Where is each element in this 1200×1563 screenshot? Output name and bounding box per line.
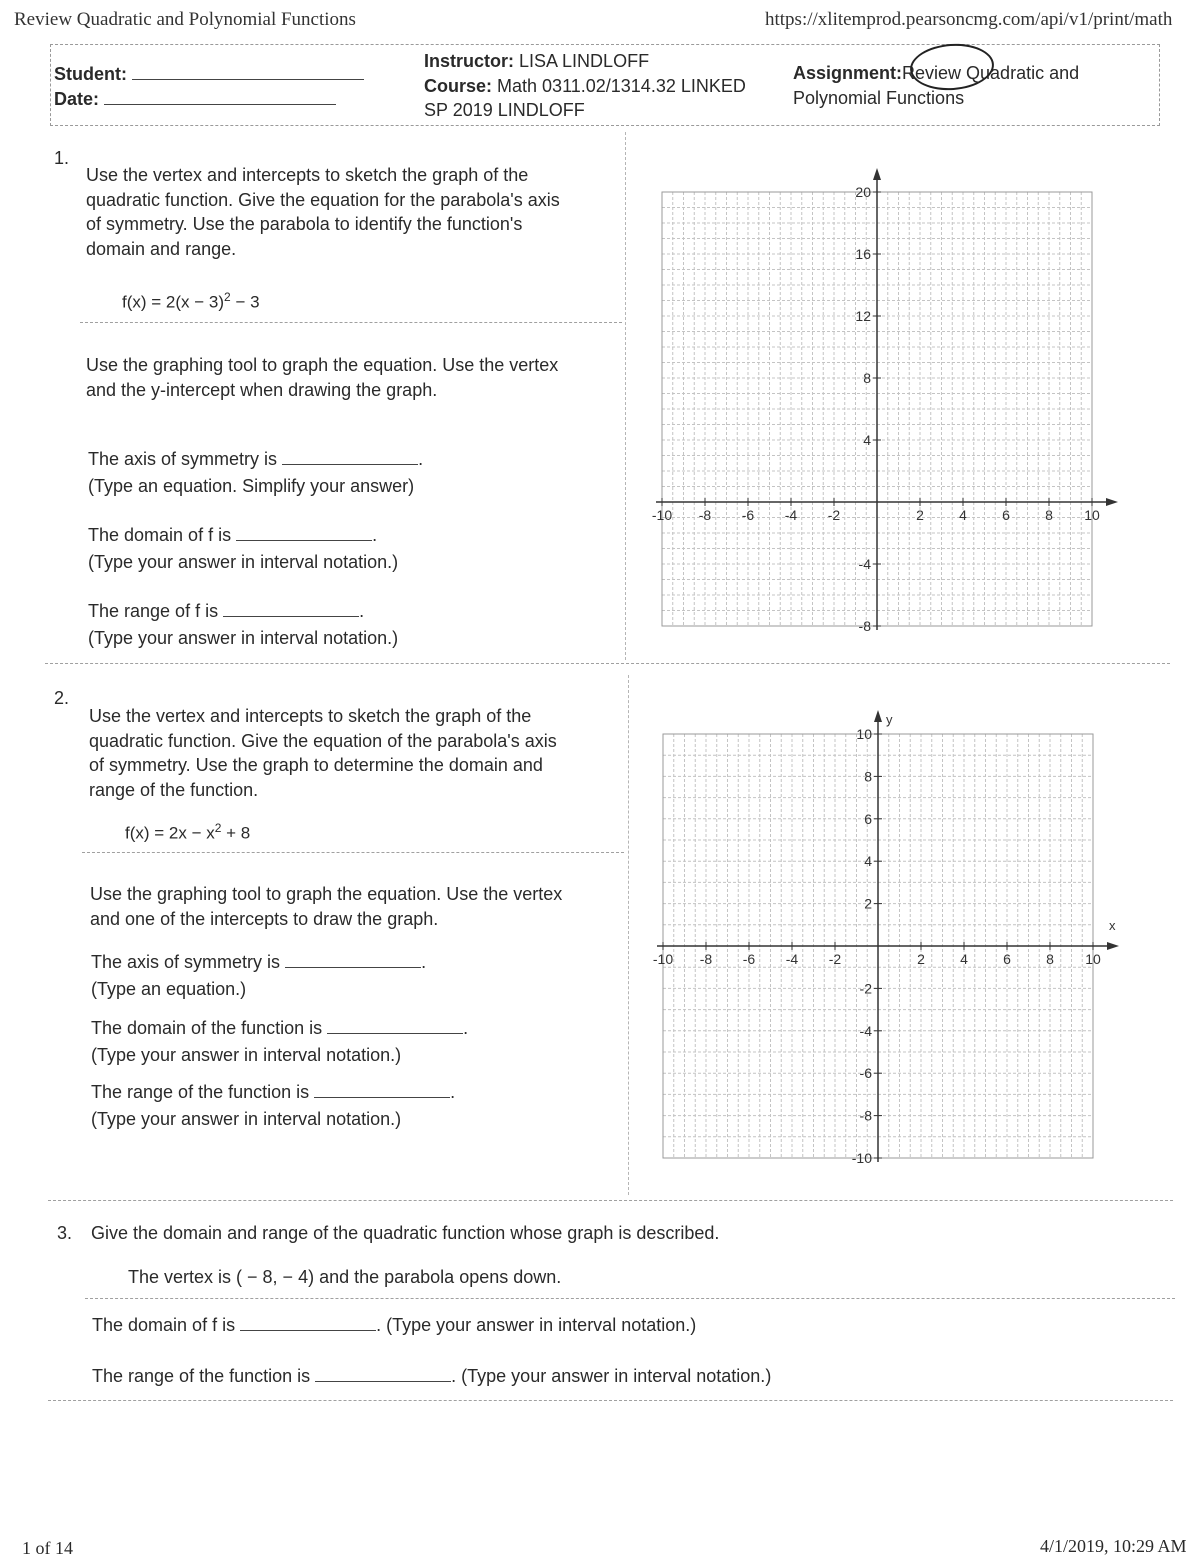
y-tick-label: 8 bbox=[864, 768, 872, 785]
q3-range-hint: . (Type your answer in interval notation.) bbox=[451, 1366, 772, 1386]
x-axis-label: x bbox=[1109, 918, 1116, 933]
q2-prompt-line: Use the vertex and intercepts to sketch the graph of the bbox=[89, 706, 532, 726]
y-tick-label: -2 bbox=[859, 980, 872, 997]
q2-axis-label: The axis of symmetry is bbox=[91, 952, 281, 972]
q3-domain-row bbox=[92, 1312, 696, 1338]
q1-prompt bbox=[86, 163, 616, 261]
x-tick-label: 10 bbox=[1084, 507, 1100, 523]
y-tick-label: 2 bbox=[864, 895, 872, 912]
q3-range-answer[interactable] bbox=[315, 1363, 451, 1382]
x-tick-label: 2 bbox=[917, 951, 925, 967]
q1-instruction-line: and the y-intercept when drawing the graph. bbox=[86, 379, 438, 400]
q1-axis-answer[interactable] bbox=[282, 446, 418, 465]
page-number: 1 of 14 bbox=[22, 1538, 73, 1558]
q2-function bbox=[125, 821, 250, 844]
x-tick-label: 4 bbox=[959, 507, 967, 523]
y-tick-label: 4 bbox=[863, 432, 871, 448]
q2-prompt-line: range of the function. bbox=[89, 779, 259, 800]
q1-axis-row: The axis of symmetry is . bbox=[88, 446, 423, 472]
q1-bottom-separator bbox=[45, 663, 1170, 664]
course-label: Course: bbox=[424, 75, 493, 96]
instructor-course bbox=[424, 49, 784, 123]
y-tick-label: 10 bbox=[856, 726, 872, 742]
instructor-label: Instructor: bbox=[424, 51, 514, 71]
y-axis-label: y bbox=[886, 712, 893, 727]
q1-range-label: The range of f is bbox=[88, 601, 219, 621]
student-blank[interactable] bbox=[132, 61, 364, 80]
assignment-line1: Review Quadratic and bbox=[902, 63, 1080, 83]
assignment-label: Assignment: bbox=[793, 63, 903, 83]
x-axis-arrow bbox=[1107, 942, 1119, 950]
q2-range-label: The range of the function is bbox=[91, 1082, 310, 1102]
x-tick-label: 6 bbox=[1002, 507, 1010, 523]
q3-separator bbox=[85, 1298, 1175, 1299]
q2-graph[interactable] bbox=[645, 700, 1135, 1170]
q3-domain-hint: . (Type your answer in interval notation.) bbox=[376, 1315, 697, 1335]
student-field bbox=[54, 61, 364, 87]
q3-bottom-separator bbox=[48, 1400, 1173, 1401]
q1-range-answer[interactable] bbox=[223, 598, 359, 617]
x-tick-label: 6 bbox=[1003, 951, 1011, 967]
q1-range-hint: (Type your answer in interval notation.) bbox=[88, 628, 399, 648]
q1-domain-label: The domain of f is bbox=[88, 525, 232, 545]
q1-axis-label: The axis of symmetry is bbox=[88, 449, 278, 469]
q1-graph[interactable] bbox=[640, 160, 1130, 638]
q3-range-label: The range of the function is bbox=[92, 1366, 311, 1386]
q1-number: 1. bbox=[54, 148, 70, 168]
q2-number: 2. bbox=[54, 688, 70, 708]
q2-prompt-line: quadratic function. Give the equation of the parabola's axis bbox=[89, 730, 557, 751]
student-label: Student: bbox=[54, 64, 127, 84]
y-tick-label: -10 bbox=[851, 1150, 872, 1166]
x-tick-label: 10 bbox=[1085, 951, 1101, 967]
q2-bottom-separator bbox=[48, 1200, 1173, 1201]
q3-domain-answer[interactable] bbox=[240, 1312, 376, 1331]
q2-domain-label: The domain of the function is bbox=[91, 1018, 323, 1038]
instructor-name: LISA LINDLOFF bbox=[519, 51, 650, 71]
assignment-line2: Polynomial Functions bbox=[793, 87, 965, 108]
q2-range-hint: (Type your answer in interval notation.) bbox=[91, 1109, 402, 1129]
x-axis-arrow bbox=[1106, 498, 1118, 506]
print-url: https://xlitemprod.pearsoncmg.com/api/v1/print/math bbox=[765, 9, 1173, 30]
q1-prompt-line: quadratic function. Give the equation for the parabola's axis bbox=[86, 189, 560, 210]
q1-range-row: The range of f is . bbox=[88, 598, 364, 624]
q1-instruction bbox=[86, 353, 616, 402]
q2-fn-exponent: 2 bbox=[214, 821, 222, 835]
x-tick-label: -4 bbox=[784, 507, 798, 523]
q3-range-row bbox=[92, 1363, 771, 1389]
y-tick-label: 6 bbox=[864, 810, 872, 827]
q1-fn-tail: − 3 bbox=[230, 292, 260, 312]
y-tick-label: -8 bbox=[859, 1107, 872, 1124]
q1-prompt-line: of symmetry. Use the parabola to identify the function's bbox=[86, 214, 523, 234]
q2-separator bbox=[82, 852, 624, 853]
y-tick-label: -6 bbox=[859, 1065, 872, 1082]
q2-range-answer[interactable] bbox=[314, 1079, 450, 1098]
q2-axis-answer[interactable] bbox=[285, 949, 421, 968]
q2-range-row: The range of the function is . bbox=[91, 1079, 455, 1105]
y-tick-label: -4 bbox=[858, 556, 871, 572]
y-tick-label: 4 bbox=[864, 853, 872, 870]
y-tick-label: -4 bbox=[859, 1022, 872, 1039]
q2-axis-row: The axis of symmetry is . bbox=[91, 949, 426, 975]
q2-fn-tail: + 8 bbox=[221, 823, 251, 843]
q2-domain-answer[interactable] bbox=[327, 1015, 463, 1034]
x-tick-label: -2 bbox=[828, 951, 842, 967]
q1-domain-hint: (Type your answer in interval notation.) bbox=[88, 552, 399, 572]
print-timestamp: 4/1/2019, 10:29 AM bbox=[1040, 1536, 1187, 1556]
x-tick-label: 4 bbox=[960, 951, 968, 967]
date-blank[interactable] bbox=[104, 86, 336, 105]
course-line2: SP 2019 LINDLOFF bbox=[424, 100, 585, 120]
q1-domain-answer[interactable] bbox=[236, 522, 372, 541]
q1-separator bbox=[80, 322, 622, 323]
course-line1: Math 0311.02/1314.32 LINKED bbox=[497, 75, 746, 96]
q3-domain-label: The domain of f is bbox=[92, 1315, 236, 1335]
q2-instruction bbox=[90, 882, 624, 931]
x-tick-label: 8 bbox=[1045, 507, 1053, 523]
q3-prompt: Give the domain and range of the quadratic function whose graph is described. bbox=[91, 1223, 720, 1243]
q2-fn-base: f(x) = 2x − x bbox=[125, 823, 215, 843]
print-title: Review Quadratic and Polynomial Functions bbox=[14, 9, 356, 30]
y-tick-label: -8 bbox=[858, 618, 871, 634]
date-label: Date: bbox=[54, 89, 100, 109]
q1-column-divider bbox=[625, 132, 626, 660]
x-tick-label: 2 bbox=[916, 507, 924, 523]
x-tick-label: -10 bbox=[651, 507, 673, 523]
q2-axis-hint: (Type an equation.) bbox=[91, 979, 247, 999]
x-tick-label: -6 bbox=[741, 507, 755, 523]
x-tick-label: -4 bbox=[785, 951, 799, 967]
q2-prompt bbox=[89, 704, 619, 802]
q2-domain-row: The domain of the function is . bbox=[91, 1015, 468, 1041]
x-tick-label: -8 bbox=[699, 951, 713, 967]
x-tick-label: -6 bbox=[742, 951, 756, 967]
date-field bbox=[54, 86, 336, 112]
q2-domain-hint: (Type your answer in interval notation.) bbox=[91, 1045, 402, 1065]
q2-prompt-line: of symmetry. Use the graph to determine the domain and bbox=[89, 755, 543, 775]
q1-fn-base: f(x) = 2(x − 3) bbox=[122, 292, 225, 312]
q2-instruction-line: Use the graphing tool to graph the equation. Use the vertex bbox=[90, 884, 563, 904]
y-axis-arrow bbox=[873, 168, 881, 180]
q1-domain-row: The domain of f is . bbox=[88, 522, 377, 548]
y-axis-arrow bbox=[874, 710, 882, 722]
q2-column-divider bbox=[628, 675, 629, 1195]
q1-prompt-line: Use the vertex and intercepts to sketch the graph of the bbox=[86, 165, 529, 185]
q1-axis-hint: (Type an equation. Simplify your answer) bbox=[88, 476, 415, 496]
q3-number: 3. bbox=[57, 1223, 73, 1243]
q1-prompt-line: domain and range. bbox=[86, 238, 237, 259]
x-tick-label: 8 bbox=[1046, 951, 1054, 967]
x-tick-label: -8 bbox=[698, 507, 712, 523]
x-tick-label: -2 bbox=[827, 507, 841, 523]
y-tick-label: 8 bbox=[863, 370, 871, 386]
q1-fn-exponent: 2 bbox=[224, 290, 231, 304]
q1-function bbox=[122, 290, 260, 313]
y-tick-label: 16 bbox=[855, 246, 871, 262]
q2-instruction-line: and one of the intercepts to draw the graph. bbox=[90, 908, 439, 929]
q3-detail: The vertex is ( − 8, − 4) and the parabola opens down. bbox=[128, 1267, 562, 1287]
y-tick-label: 12 bbox=[855, 308, 871, 324]
y-tick-label: 20 bbox=[855, 184, 871, 200]
q1-instruction-line: Use the graphing tool to graph the equation. Use the vertex bbox=[86, 355, 559, 375]
x-tick-label: -10 bbox=[652, 951, 674, 967]
